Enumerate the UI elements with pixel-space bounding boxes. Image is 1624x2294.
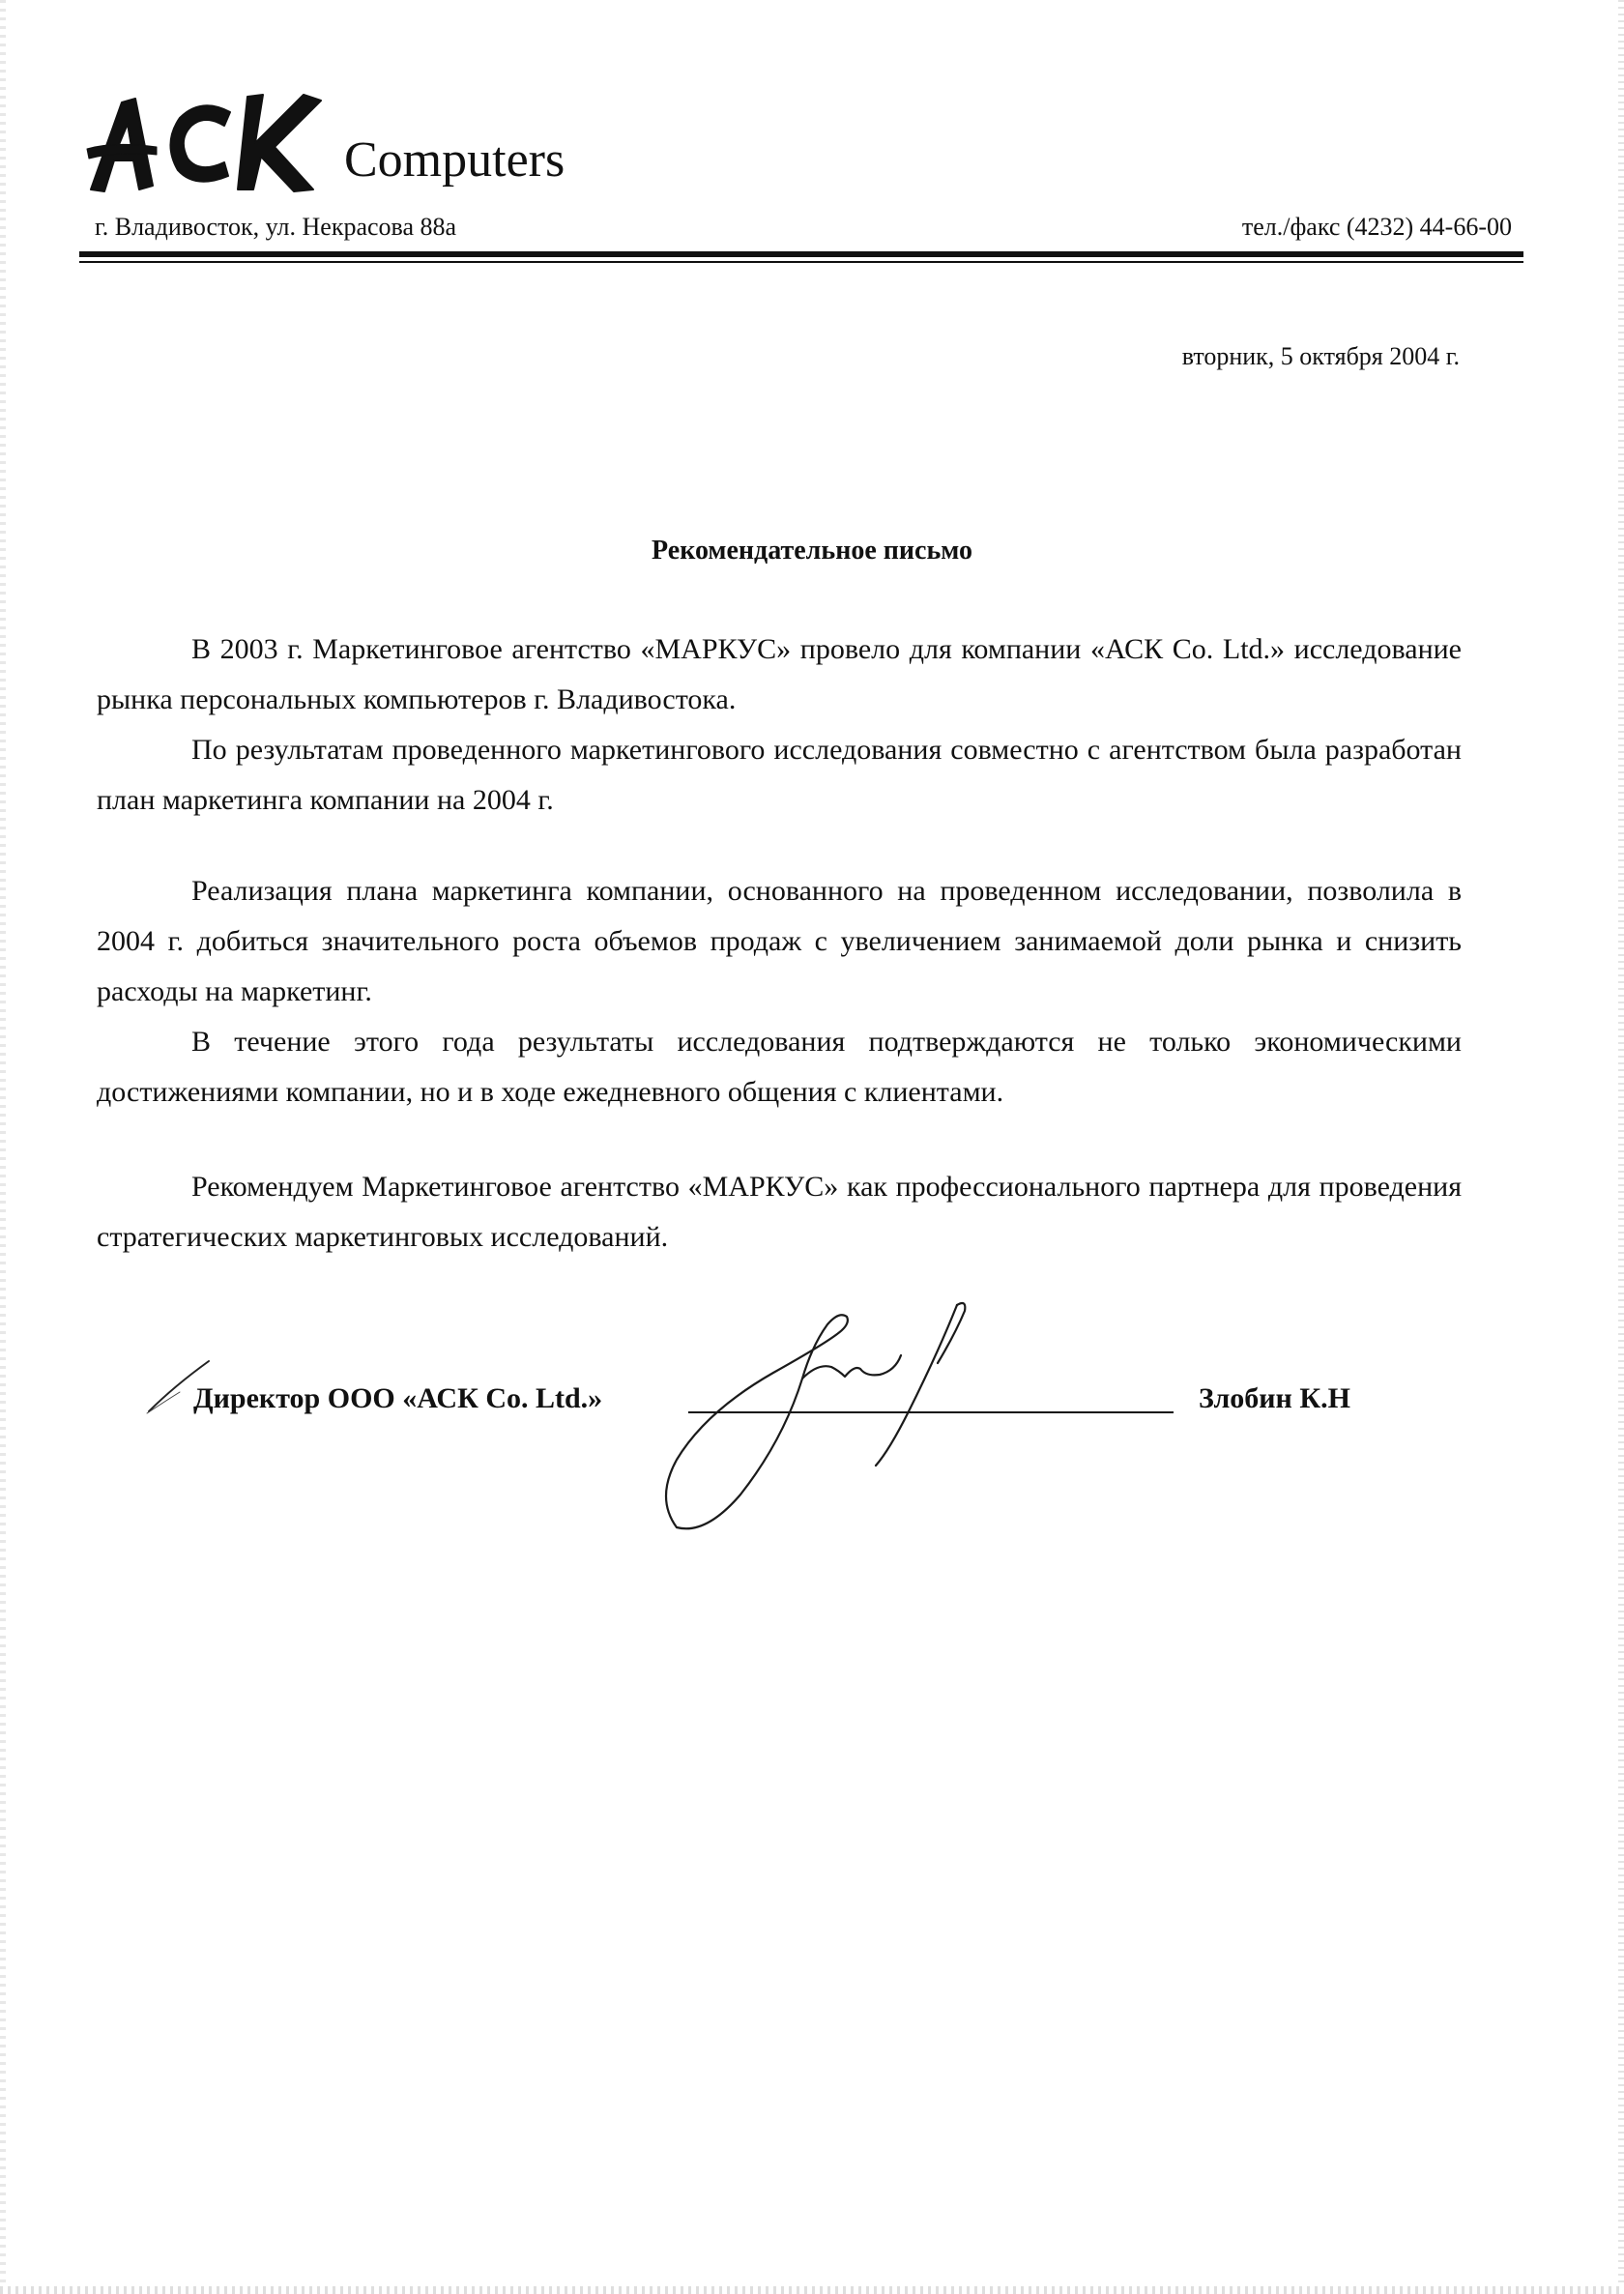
- body-paragraph: В течение этого года результаты исследования подтверждаются не только экономическими достижениями компании, но и в ходе ежедневного общения с клиентами.: [97, 1026, 1462, 1108]
- letter-body-block-3: [97, 1162, 1462, 1263]
- company-phone: тел./факс (4232) 44-66-00: [1241, 213, 1512, 241]
- letterhead-divider-thin: [79, 261, 1523, 263]
- body-paragraph: В 2003 г. Маркетинговое агентство «МАРКУС» провело для компании «АСК Co. Ltd.» исследование рынка персональных компьютеров г. Владивостока.: [97, 633, 1462, 715]
- signatory-position: Директор ООО «АСК Co. Ltd.»: [193, 1382, 603, 1414]
- scan-edge-right: [1618, 0, 1624, 2294]
- ack-logo: [85, 89, 336, 195]
- handwritten-signature: [648, 1295, 1073, 1537]
- letter-date: вторник, 5 октября 2004 г.: [1181, 342, 1460, 370]
- letter-title: Рекомендательное письмо: [652, 536, 972, 566]
- company-address: г. Владивосток, ул. Некрасова 88а: [95, 213, 457, 241]
- scan-edge-bottom: [0, 2286, 1624, 2294]
- signatory-name: Злобин К.Н: [1199, 1382, 1350, 1414]
- body-paragraph: Рекомендуем Маркетинговое агентство «МАРКУС» как профессионального партнера для проведения стратегических маркетинговых исследований.: [97, 1171, 1462, 1253]
- body-paragraph: По результатам проведенного маркетингового исследования совместно с агентством была разработан план маркетинга компании на 2004 г.: [97, 734, 1462, 816]
- letter-body-block-2: [97, 866, 1462, 1118]
- body-paragraph: Реализация плана маркетинга компании, основанного на проведенном исследовании, позволила в 2004 г. добиться значительного роста объемов продаж с увеличением занимаемой доли рынка и снизить расходы на маркетинг.: [97, 875, 1462, 1007]
- brand-name: Computers: [344, 132, 566, 188]
- scan-edge-left: [0, 0, 6, 2294]
- letterhead-divider-thick: [79, 251, 1523, 257]
- letter-body-block-1: [97, 624, 1462, 826]
